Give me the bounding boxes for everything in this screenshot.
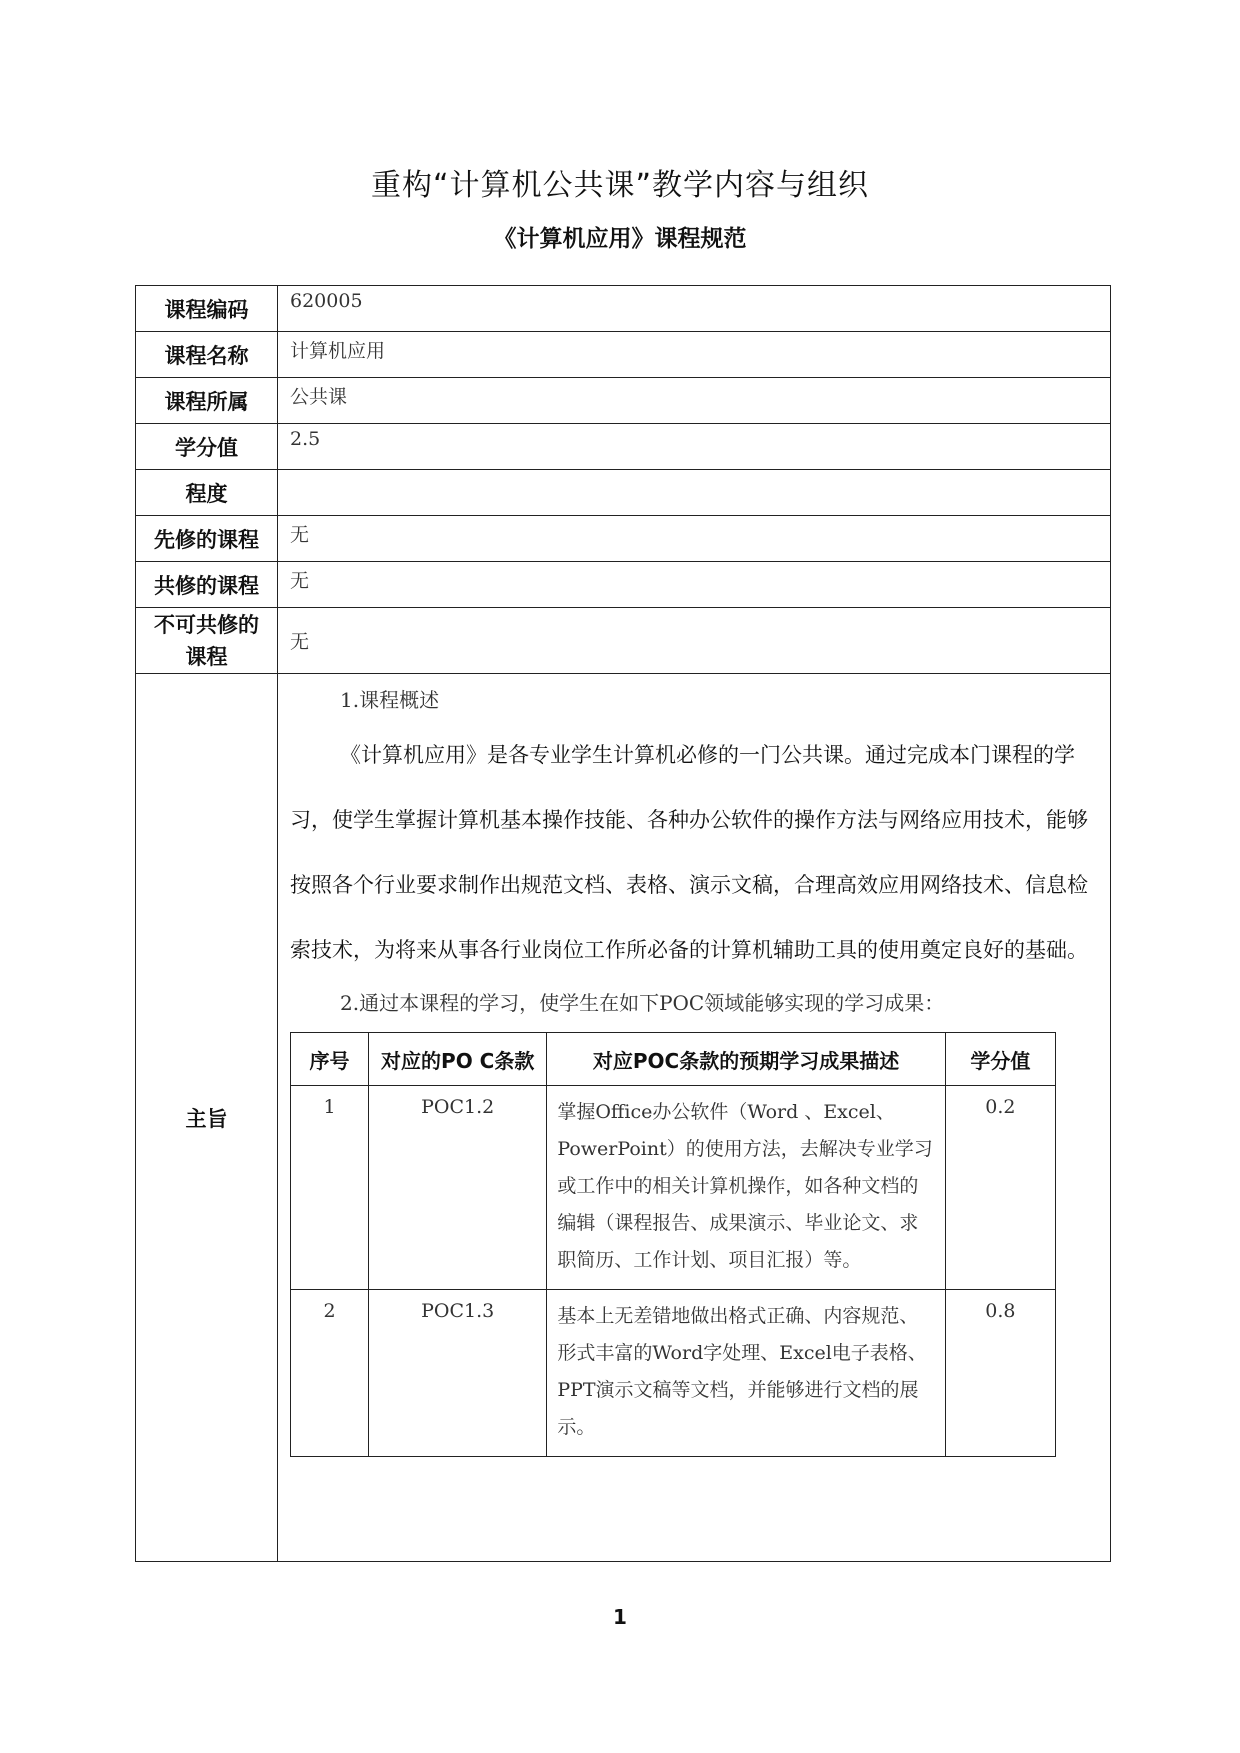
exclusion-label-line2: 课程 — [185, 644, 228, 669]
poc-outcomes-table — [290, 1032, 1056, 1457]
poc-row-no: 2 — [291, 1290, 369, 1457]
poc-row-outcome: 掌握Office办公软件（Word 、Excel、PowerPoint）的使用方法，去解决专业学习或工作中的相关计算机操作，如各种文档的编辑（课程报告、成果演示、毕业论文、求职简历、工作计划、项目汇报）等。 — [547, 1086, 946, 1290]
spec-row-category — [136, 378, 1111, 424]
poc-header-credit: 学分值 — [945, 1033, 1055, 1086]
spec-row-name — [136, 332, 1111, 378]
poc-row-credit: 0.2 — [945, 1086, 1055, 1290]
corequisite-label: 共修的课程 — [136, 562, 278, 608]
page-subtitle: 《计算机应用》课程规范 — [493, 226, 747, 252]
poc-row-clause: POC1.2 — [369, 1086, 547, 1290]
course-spec-table — [135, 285, 1111, 1562]
section-heading-outcomes: 2.通过本课程的学习，使学生在如下POC领域能够实现的学习成果： — [340, 991, 945, 1015]
poc-row-outcome: 基本上无差错地做出格式正确、内容规范、形式丰富的Word字处理、Excel电子表格、PPT演示文稿等文档，并能够进行文档的展示。 — [547, 1290, 946, 1457]
poc-table-row — [291, 1290, 1056, 1457]
poc-row-credit: 0.8 — [945, 1290, 1055, 1457]
course-name-label: 课程名称 — [136, 332, 278, 378]
exclusion-label — [136, 608, 278, 674]
poc-row-clause: POC1.3 — [369, 1290, 547, 1457]
course-code-value: 620005 — [278, 286, 1111, 332]
poc-table-header-row — [291, 1033, 1056, 1086]
spec-row-corequisite — [136, 562, 1111, 608]
poc-header-no: 序号 — [291, 1033, 369, 1086]
main-purpose-body — [278, 674, 1111, 1562]
prerequisite-label: 先修的课程 — [136, 516, 278, 562]
spec-row-main — [136, 674, 1111, 1562]
spec-row-prerequisite — [136, 516, 1111, 562]
page-number: 1 — [613, 1605, 627, 1629]
level-label: 程度 — [136, 470, 278, 516]
section-heading-overview: 1.课程概述 — [340, 688, 440, 712]
level-value — [278, 470, 1111, 516]
exclusion-value: 无 — [278, 608, 1111, 674]
corequisite-value: 无 — [278, 562, 1111, 608]
course-name-value: 计算机应用 — [278, 332, 1111, 378]
course-category-value: 公共课 — [278, 378, 1111, 424]
credits-label: 学分值 — [136, 424, 278, 470]
spec-row-credits — [136, 424, 1111, 470]
course-code-label: 课程编码 — [136, 286, 278, 332]
course-overview-paragraph: 《计算机应用》是各专业学生计算机必修的一门公共课。通过完成本门课程的学习，使学生掌握计算机基本操作技能、各种办公软件的操作方法与网络应用技术，能够按照各个行业要求制作出规范文档、表格、演示文稿，合理高效应用网络技术、信息检索技术，为将来从事各行业岗位工作所必备的计算机辅助工具的使用奠定良好的基础。 — [290, 743, 1088, 962]
prerequisite-value: 无 — [278, 516, 1111, 562]
course-category-label: 课程所属 — [136, 378, 278, 424]
page-title: 重构“计算机公共课”教学内容与组织 — [370, 168, 870, 203]
spec-row-exclusion — [136, 608, 1111, 674]
exclusion-label-line1: 不可共修的 — [154, 612, 259, 637]
poc-row-no: 1 — [291, 1086, 369, 1290]
main-purpose-label: 主旨 — [136, 674, 278, 1562]
spec-row-level — [136, 470, 1111, 516]
spec-row-code — [136, 286, 1111, 332]
poc-header-clause: 对应的PO C条款 — [369, 1033, 547, 1086]
poc-header-outcome: 对应POC条款的预期学习成果描述 — [547, 1033, 946, 1086]
poc-table-row — [291, 1086, 1056, 1290]
credits-value: 2.5 — [278, 424, 1111, 470]
